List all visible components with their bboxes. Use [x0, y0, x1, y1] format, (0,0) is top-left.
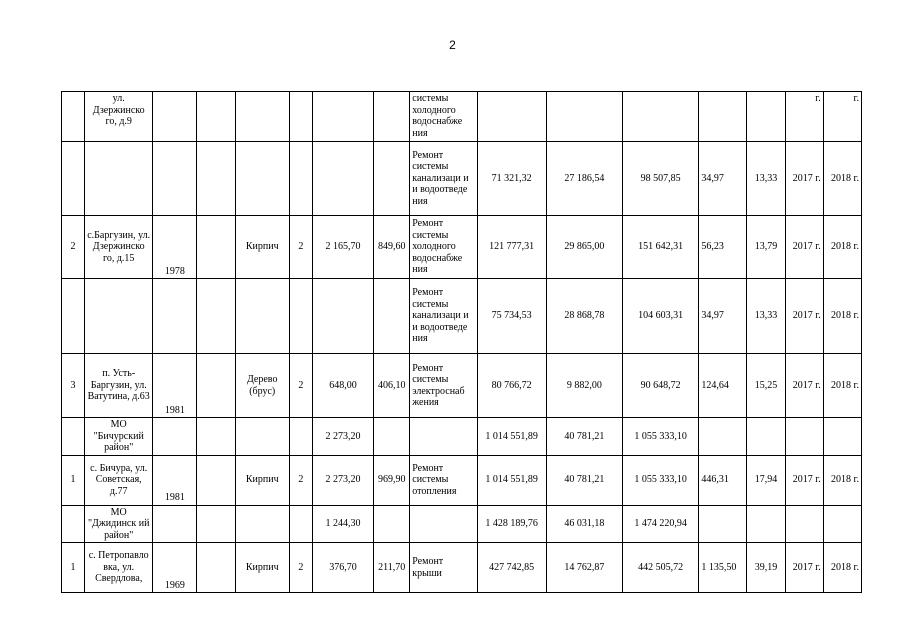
start-year-cell: 2017 г. — [785, 455, 823, 505]
cost-total: 151 642,31 — [623, 216, 699, 279]
percent-cell — [747, 92, 785, 142]
area-cell: 2 165,70 — [312, 216, 373, 279]
end-year-cell: 2018 г. — [823, 354, 861, 418]
percent-cell: 13,33 — [747, 279, 785, 354]
cost-value-1 — [477, 92, 546, 142]
cost-total: 104 603,31 — [623, 279, 699, 354]
cost-value-1: 75 734,53 — [477, 279, 546, 354]
end-year-cell — [823, 418, 861, 456]
empty-cell — [197, 92, 235, 142]
empty-cell — [197, 455, 235, 505]
unit-cost-cell — [699, 505, 747, 543]
cost-value-2 — [546, 92, 622, 142]
work-type-cell: Ремонт системы отопления — [410, 455, 477, 505]
unit-cost-cell: 124,64 — [699, 354, 747, 418]
percent-cell: 39,19 — [747, 543, 785, 593]
table-row — [62, 455, 862, 505]
empty-cell — [197, 543, 235, 593]
cost-total: 442 505,72 — [623, 543, 699, 593]
area2-cell: 406,10 — [374, 354, 410, 418]
cost-value-2: 9 882,00 — [546, 354, 622, 418]
start-year-cell: г. — [785, 92, 823, 142]
floors-cell: 2 — [289, 543, 312, 593]
cost-total: 1 055 333,10 — [623, 455, 699, 505]
material-cell — [235, 92, 289, 142]
work-type-cell: Ремонт системы канализаци и и водоотведе ния — [410, 279, 477, 354]
end-year-cell: 2018 г. — [823, 455, 861, 505]
table-row — [62, 418, 862, 456]
start-year-cell: 2017 г. — [785, 142, 823, 216]
floors-cell — [289, 92, 312, 142]
table-row — [62, 505, 862, 543]
area2-cell — [374, 92, 410, 142]
material-cell: Дерево (брус) — [235, 354, 289, 418]
table-row — [62, 279, 862, 354]
area2-cell: 211,70 — [374, 543, 410, 593]
unit-cost-cell: 446,31 — [699, 455, 747, 505]
address-cell — [85, 142, 153, 216]
unit-cost-cell — [699, 418, 747, 456]
end-year-cell: 2018 г. — [823, 279, 861, 354]
area-cell: 376,70 — [312, 543, 373, 593]
start-year-cell — [785, 418, 823, 456]
end-year-cell: 2018 г. — [823, 543, 861, 593]
percent-cell — [747, 505, 785, 543]
cost-total: 90 648,72 — [623, 354, 699, 418]
material-cell: Кирпич — [235, 455, 289, 505]
percent-cell: 13,79 — [747, 216, 785, 279]
empty-cell — [197, 279, 235, 354]
address-cell: с. Петропавло вка, ул. Свердлова, — [85, 543, 153, 593]
unit-cost-cell: 1 135,50 — [699, 543, 747, 593]
cost-value-2: 29 865,00 — [546, 216, 622, 279]
cost-total: 1 474 220,94 — [623, 505, 699, 543]
empty-cell — [197, 354, 235, 418]
year-built-cell — [153, 418, 197, 456]
cost-value-2: 14 762,87 — [546, 543, 622, 593]
cost-value-1: 80 766,72 — [477, 354, 546, 418]
material-cell — [235, 505, 289, 543]
cost-total: 1 055 333,10 — [623, 418, 699, 456]
address-cell: с.Баргузин, ул. Дзержинско го, д.15 — [85, 216, 153, 279]
page-number: 2 — [449, 38, 456, 52]
percent-cell — [747, 418, 785, 456]
row-number: 1 — [62, 455, 85, 505]
start-year-cell — [785, 505, 823, 543]
floors-cell: 2 — [289, 216, 312, 279]
area-cell — [312, 279, 373, 354]
percent-cell: 15,25 — [747, 354, 785, 418]
percent-cell: 13,33 — [747, 142, 785, 216]
address-cell: с. Бичура, ул. Советская, д.77 — [85, 455, 153, 505]
work-type-cell — [410, 505, 477, 543]
row-number: 1 — [62, 543, 85, 593]
year-built-cell: 1978 — [153, 216, 197, 279]
year-built-cell — [153, 279, 197, 354]
address-cell — [85, 279, 153, 354]
row-number — [62, 505, 85, 543]
row-number: 2 — [62, 216, 85, 279]
area2-cell — [374, 505, 410, 543]
cost-value-1: 121 777,31 — [477, 216, 546, 279]
area-cell: 1 244,30 — [312, 505, 373, 543]
row-number — [62, 142, 85, 216]
floors-cell: 2 — [289, 455, 312, 505]
work-type-cell: Ремонт системы канализаци и и водоотведе ния — [410, 142, 477, 216]
start-year-cell: 2017 г. — [785, 279, 823, 354]
material-cell: Кирпич — [235, 543, 289, 593]
empty-cell — [197, 418, 235, 456]
material-cell: Кирпич — [235, 216, 289, 279]
area2-cell — [374, 418, 410, 456]
cost-value-2: 40 781,21 — [546, 455, 622, 505]
cost-value-1: 1 014 551,89 — [477, 455, 546, 505]
cost-total — [623, 92, 699, 142]
unit-cost-cell — [699, 92, 747, 142]
row-number: 3 — [62, 354, 85, 418]
area2-cell: 969,90 — [374, 455, 410, 505]
floors-cell — [289, 279, 312, 354]
table-row — [62, 354, 862, 418]
floors-cell: 2 — [289, 354, 312, 418]
end-year-cell: г. — [823, 92, 861, 142]
end-year-cell: 2018 г. — [823, 142, 861, 216]
work-type-cell: Ремонт системы холодного водоснабже ния — [410, 216, 477, 279]
repair-schedule-table — [61, 91, 862, 593]
table-row — [62, 543, 862, 593]
table-row — [62, 142, 862, 216]
row-number — [62, 418, 85, 456]
year-built-cell: 1981 — [153, 455, 197, 505]
address-cell: ул. Дзержинско го, д.9 — [85, 92, 153, 142]
end-year-cell — [823, 505, 861, 543]
work-type-cell: Ремонт системы электроснаб жения — [410, 354, 477, 418]
area-cell: 648,00 — [312, 354, 373, 418]
end-year-cell: 2018 г. — [823, 216, 861, 279]
start-year-cell: 2017 г. — [785, 543, 823, 593]
cost-value-1: 427 742,85 — [477, 543, 546, 593]
municipality-cell: МО "Джидинск ий район" — [85, 505, 153, 543]
work-type-cell: системы холодного водоснабже ния — [410, 92, 477, 142]
cost-total: 98 507,85 — [623, 142, 699, 216]
area2-cell — [374, 142, 410, 216]
material-cell — [235, 142, 289, 216]
unit-cost-cell: 34,97 — [699, 142, 747, 216]
row-number — [62, 92, 85, 142]
table-row — [62, 92, 862, 142]
cost-value-1: 1 428 189,76 — [477, 505, 546, 543]
year-built-cell: 1969 — [153, 543, 197, 593]
area2-cell — [374, 279, 410, 354]
row-number — [62, 279, 85, 354]
cost-value-2: 46 031,18 — [546, 505, 622, 543]
area-cell: 2 273,20 — [312, 418, 373, 456]
address-cell: п. Усть-Баргузин, ул. Ватутина, д.63 — [85, 354, 153, 418]
floors-cell — [289, 418, 312, 456]
year-built-cell: 1981 — [153, 354, 197, 418]
cost-value-2: 28 868,78 — [546, 279, 622, 354]
empty-cell — [197, 142, 235, 216]
area2-cell: 849,60 — [374, 216, 410, 279]
cost-value-1: 1 014 551,89 — [477, 418, 546, 456]
percent-cell: 17,94 — [747, 455, 785, 505]
cost-value-1: 71 321,32 — [477, 142, 546, 216]
year-built-cell — [153, 142, 197, 216]
unit-cost-cell: 34,97 — [699, 279, 747, 354]
empty-cell — [197, 505, 235, 543]
material-cell — [235, 418, 289, 456]
cost-value-2: 27 186,54 — [546, 142, 622, 216]
area-cell: 2 273,20 — [312, 455, 373, 505]
year-built-cell — [153, 92, 197, 142]
year-built-cell — [153, 505, 197, 543]
unit-cost-cell: 56,23 — [699, 216, 747, 279]
floors-cell — [289, 505, 312, 543]
work-type-cell: Ремонт крыши — [410, 543, 477, 593]
area-cell — [312, 142, 373, 216]
municipality-cell: МО "Бичурский район" — [85, 418, 153, 456]
area-cell — [312, 92, 373, 142]
cost-value-2: 40 781,21 — [546, 418, 622, 456]
empty-cell — [197, 216, 235, 279]
start-year-cell: 2017 г. — [785, 354, 823, 418]
work-type-cell — [410, 418, 477, 456]
table-row — [62, 216, 862, 279]
start-year-cell: 2017 г. — [785, 216, 823, 279]
material-cell — [235, 279, 289, 354]
floors-cell — [289, 142, 312, 216]
